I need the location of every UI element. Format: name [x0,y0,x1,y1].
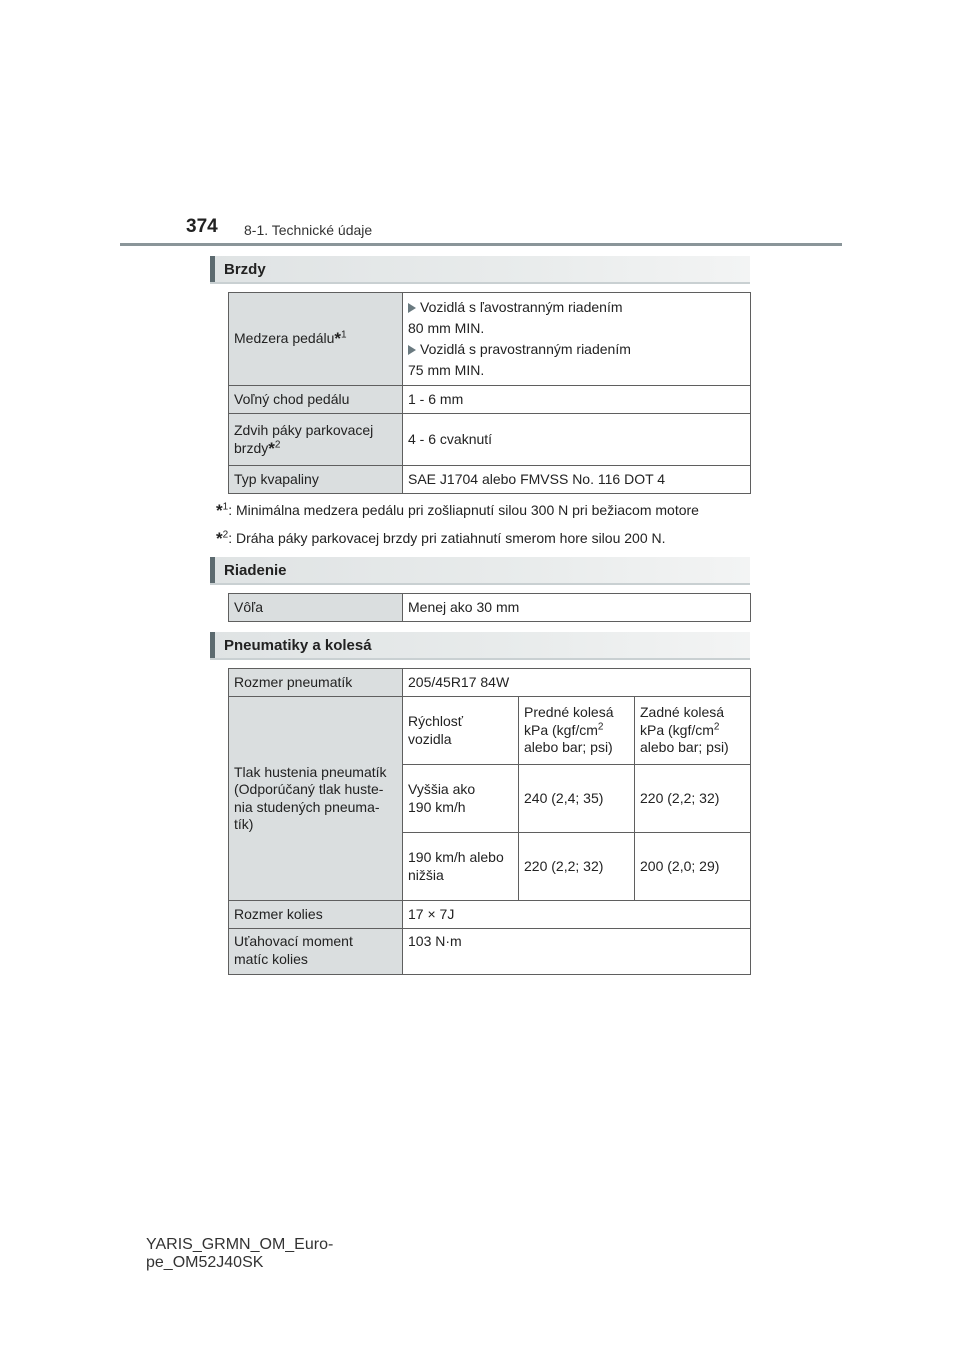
footnote-star-icon: * [268,438,275,458]
table-row [229,929,751,975]
heading-bar [210,557,215,583]
rear-pressure-cell: 220 (2,2; 32) [635,765,751,833]
pedal-gap-value: Vozidlá s ľavostranným riadením 80 mm MIN. Vozidlá s pravostranným riadením 75 mm MIN. [403,293,751,386]
heading-bar [210,256,215,282]
footnote-2: *$^2$: Dráha páky parkovacej brzdy pri zatiahnutí smerom hore silou 200 N. [216,529,666,548]
table-row [229,669,751,697]
steering-play-label: Vôľa [229,594,403,622]
brakes-heading [210,256,750,284]
footnote-star-icon: * [216,501,223,520]
pressure-label: Tlak hustenia pneumatík (Odporúčaný tlak huste-nia studených pneuma-tík) [229,697,403,901]
footnote-1: *$^1$: Minimálna medzera pedálu pri zošliapnutí silou 300 N pri bežiacom motore [216,501,699,520]
free-play-label: Voľný chod pedálu [229,386,403,414]
torque-label: Uťahovací moment matíc kolies [229,929,403,975]
wheel-size-label: Rozmer kolies [229,901,403,929]
steering-play-value: Menej ako 30 mm [403,594,751,622]
tires-heading [210,632,750,660]
free-play-value: 1 - 6 mm [403,386,751,414]
fluid-label: Typ kvapaliny [229,466,403,494]
brakes-table [228,292,751,494]
front-header: Predné kolesá kPa ($kgf/cm^2$ alebo bar; psi) [519,697,635,765]
footnote-star-icon: * [216,529,223,548]
steering-heading [210,557,750,585]
front-pressure-cell: 220 (2,2; 32) [519,833,635,901]
table-row [229,466,751,494]
tires-heading-label: Pneumatiky a kolesá [224,637,372,654]
tire-size-value: 205/45R17 84W [403,669,751,697]
torque-value: 103 N·m [403,929,751,975]
table-row [229,594,751,622]
triangle-bullet-icon [408,345,416,355]
brakes-heading-label: Brzdy [224,261,266,278]
steering-table [228,593,751,622]
page-number: 374 [186,216,218,237]
rear-header: Zadné kolesá kPa ($kgf/cm^2$ alebo bar; psi) [635,697,751,765]
rear-pressure-cell: 200 (2,0; 29) [635,833,751,901]
speed-header: Rýchlosť vozidla [403,697,519,765]
table-row [229,293,751,386]
front-pressure-cell: 240 (2,4; 35) [519,765,635,833]
speed-cell: Vyššia ako 190 km/h [403,765,519,833]
section-title: 8-1. Technické údaje [244,222,373,238]
wheel-size-value: 17 × 7J [403,901,751,929]
speed-cell: 190 km/h alebo nižšia [403,833,519,901]
steering-heading-label: Riadenie [224,562,287,579]
header-rule [120,243,842,246]
park-lever-label: Zdvih páky parkovacej brzdy*$^2$ [229,414,403,466]
table-row [229,901,751,929]
park-lever-value: 4 - 6 cvaknutí [403,414,751,466]
tire-size-label: Rozmer pneumatík [229,669,403,697]
heading-bar [210,632,215,658]
table-row [229,414,751,466]
table-row [229,697,751,765]
tires-table [228,668,751,975]
fluid-value: SAE J1704 alebo FMVSS No. 116 DOT 4 [403,466,751,494]
footnote-star-icon: * [334,329,342,349]
pedal-gap-label: Medzera pedálu*$^1$ [229,293,403,386]
document-footer: YARIS_GRMN_OM_Euro- pe_OM52J40SK [146,1236,334,1271]
triangle-bullet-icon [408,303,416,313]
table-row [229,386,751,414]
